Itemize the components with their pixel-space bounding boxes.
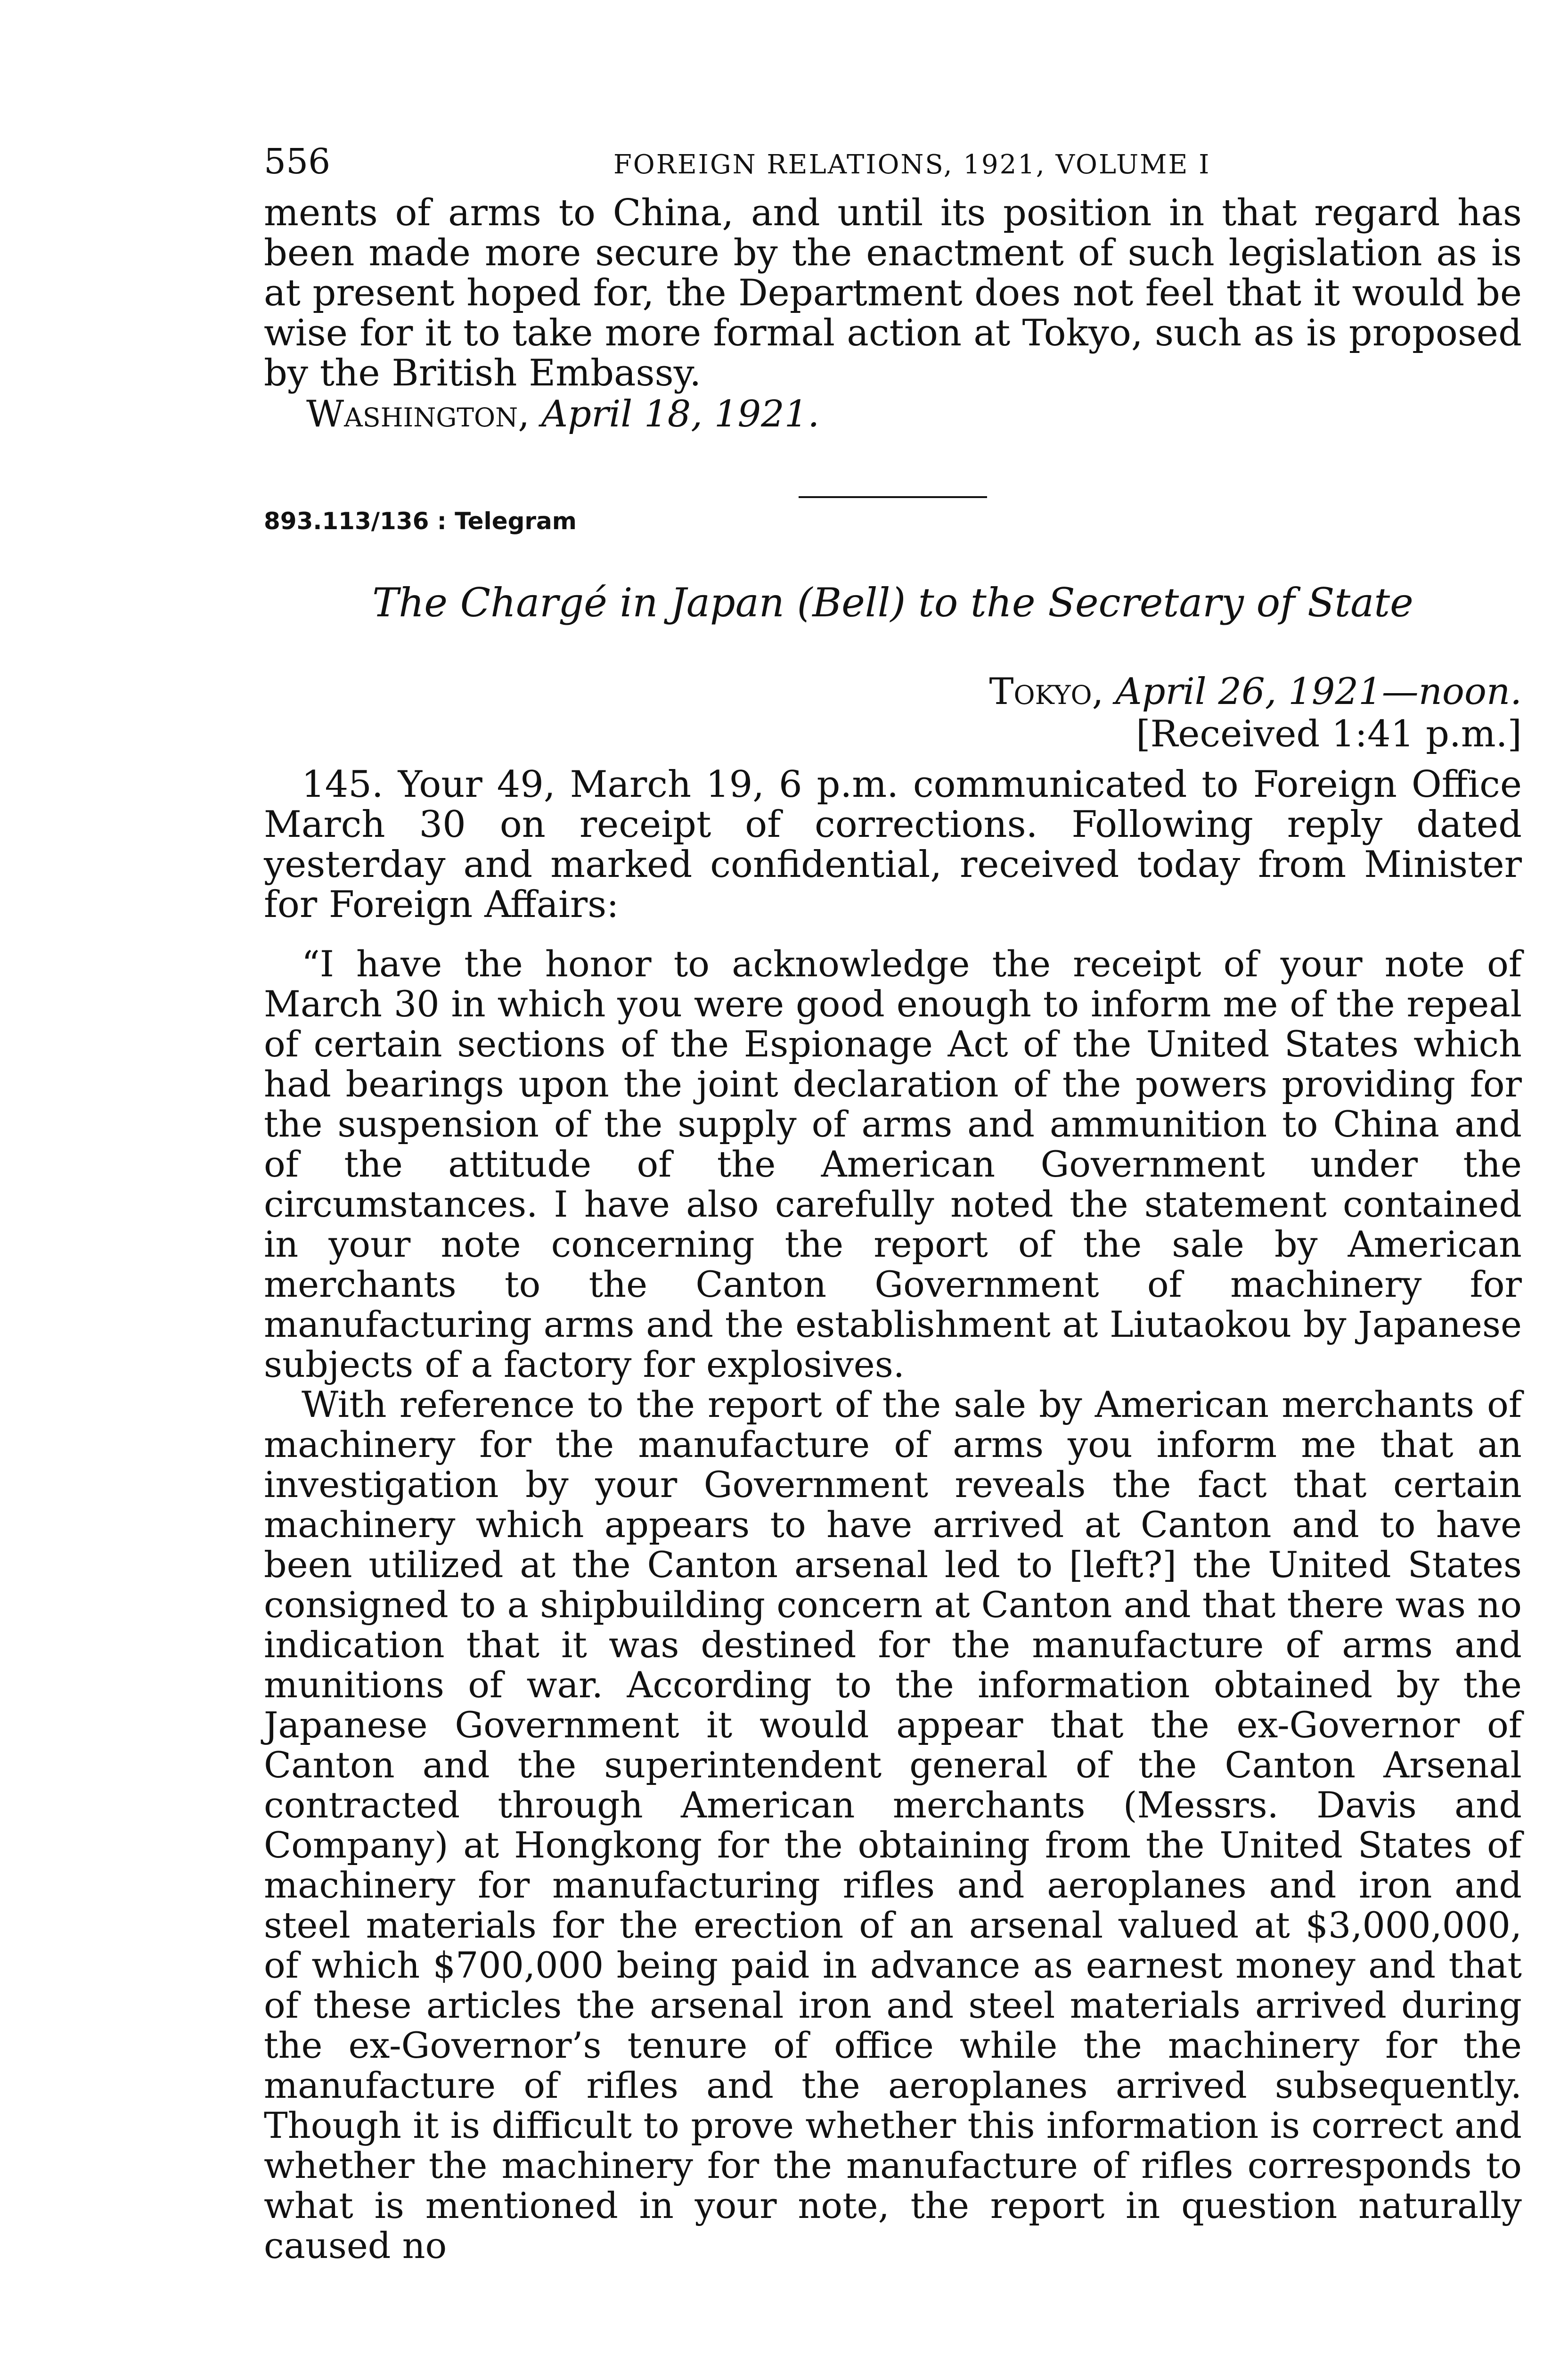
page-number: 556 [264, 141, 331, 182]
closing-dateline [306, 393, 1522, 435]
paragraph-gap [264, 925, 1522, 944]
quoted-paragraph-1: “I have the honor to acknowledge the receipt of your note of March 30 in which you were good enough to inform me of the repeal of certain sections of the Espionage Act of the United States which had bearings upon the joint declaration of the powers providing for the suspension of the supply of arms and ammunition to China and of the attitude of the American Government under the circumstances. I have also carefully noted the statement contained in your note concerning the report of the sale by American merchants to the Canton Government of machinery for manufacturing arms and the establishment at Liutaokou by Japanese subjects of a factory for explosives. [264, 943, 1522, 1385]
document-dateline [264, 671, 1522, 713]
closing-dateline-date: April 18, 1921. [541, 393, 820, 435]
received-line: [Received 1:41 p.m.] [1136, 713, 1522, 755]
file-reference: 893.113/136 : Telegram [264, 507, 577, 535]
page [264, 141, 1522, 2266]
running-head: FOREIGN RELATIONS, 1921, VOLUME I [613, 149, 1211, 180]
quoted-paragraph-2: With reference to the report of the sale by American merchants of machinery for the manufacture of arms you inform me that an investigation by your Government reveals the fact that certain machinery which appears to have arrived at Canton and to have been utilized at the Canton arsenal led to [left?] the United States consigned to a shipbuilding concern at Canton and that there was no indication that it was destined for the manufacture of arms and munitions of war. According to the information obtained by the Japanese Government it would appear that the ex-Governor of Canton and the superintendent general of the Canton Arsenal contracted through American merchants (Messrs. Davis and Company) at Hongkong for the obtaining from the United States of machinery for manufacturing rifles and aeroplanes and iron and steel materials for the erection of an arsenal valued at $3,000,000, of which $700,000 being paid in advance as earnest money and that of these articles the arsenal iron and steel materials arrived during the ex-Governor’s tenure of office while the machinery for the manufacture of rifles and the aeroplanes arrived subsequently. Though it is difficult to prove whether this information is correct and whether the machinery for the manufacture of rifles corresponds to what is mentioned in your note, the report in question naturally caused no [264, 1383, 1522, 2266]
closing-dateline-place: Washington, [306, 393, 530, 435]
telegram-intro-paragraph: 145. Your 49, March 19, 6 p.m. communicated to Foreign Office March 30 on receipt of corrections. Following reply dated yesterday and marked confidential, received today from Minister for Foreign Affairs: [264, 763, 1522, 926]
document-dateline-date: April 26, 1921—noon. [1115, 671, 1522, 713]
document-dateline-place: Tokyo, [989, 671, 1104, 713]
section-divider [799, 496, 987, 498]
document-title: The Chargé in Japan (Bell) to the Secretary of State [372, 580, 1413, 626]
page-header [264, 141, 1522, 193]
continuation-paragraph: ments of arms to China, and until its position in that regard has been made more secure by the enactment of such legislation as is at present hoped for, the Department does not feel that it would be wise for it to take more formal action at Tokyo, such as is proposed by the British Embassy. [264, 192, 1522, 394]
